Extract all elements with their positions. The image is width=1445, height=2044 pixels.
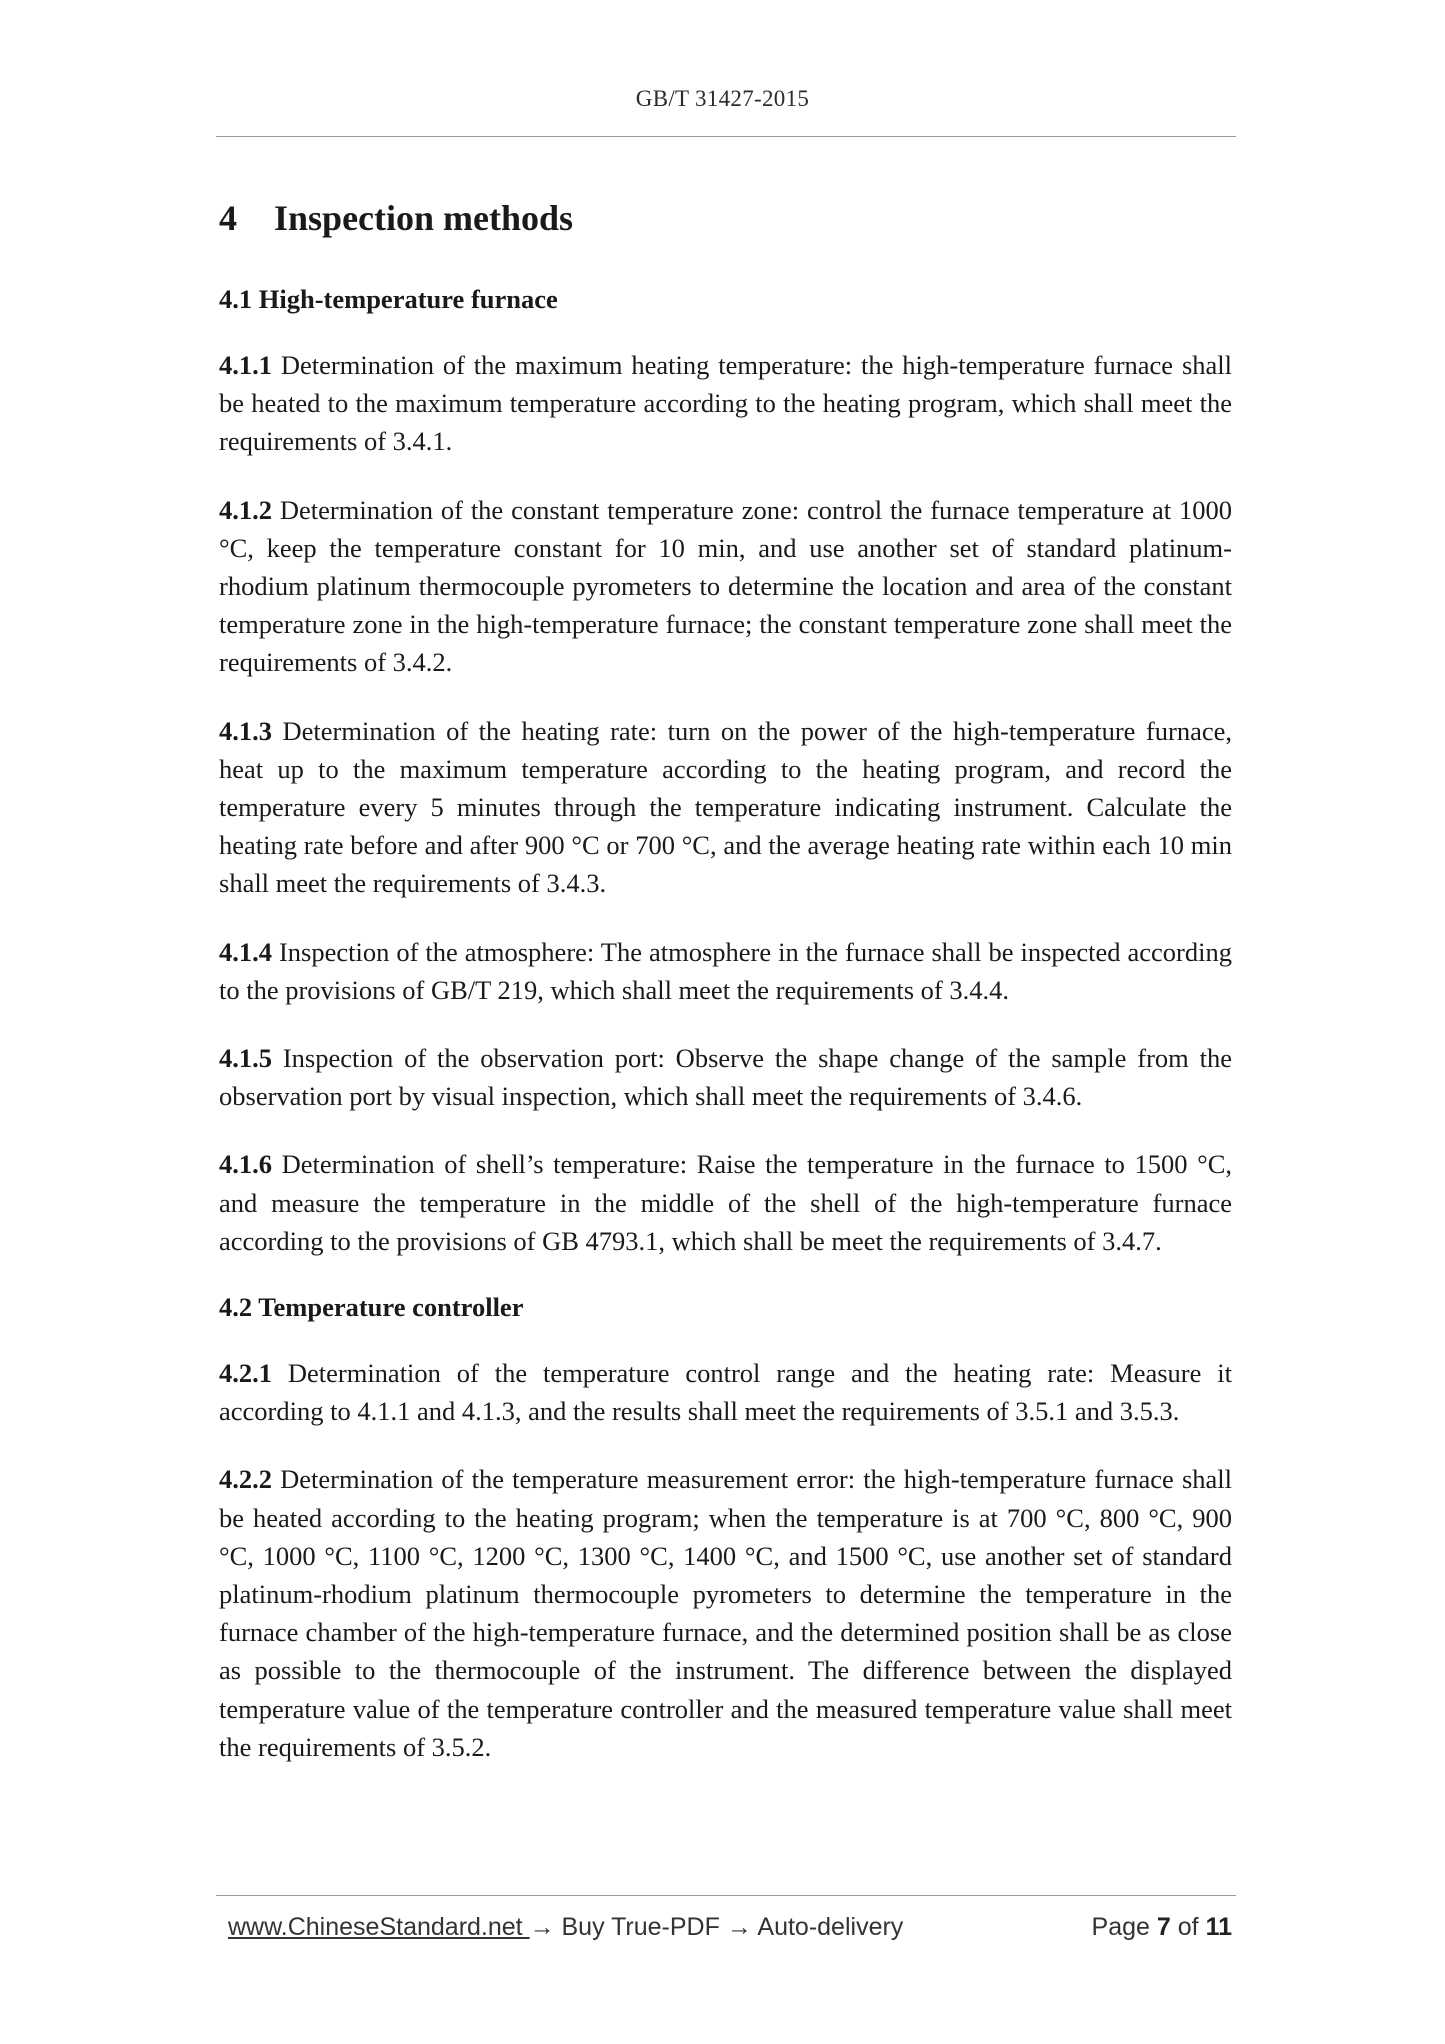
clause-text: Determination of the maximum heating temperature: the high-temperature furnace shall be heated to the maximum temperature according to the heating program, which shall meet the requirements of 3.4.1.	[219, 350, 1232, 457]
clause-text: Inspection of the observation port: Observe the shape change of the sample from the observation port by visual inspection, which shall meet the requirements of 3.4.6.	[219, 1043, 1232, 1112]
clause-4-1-5	[219, 1039, 1232, 1115]
page-indicator	[1092, 1913, 1232, 1942]
section-heading	[219, 196, 1232, 240]
subsection-heading-4-2: 4.2 Temperature controller	[219, 1292, 524, 1323]
page-of: of	[1177, 1913, 1199, 1941]
page-current: 7	[1156, 1913, 1171, 1941]
section-number: 4	[219, 198, 237, 238]
website-link[interactable]: www.ChineseStandard.net	[228, 1913, 530, 1941]
section-title: Inspection methods	[274, 198, 574, 238]
clause-4-1-6	[219, 1145, 1232, 1260]
clause-number: 4.2.2	[219, 1464, 272, 1495]
clause-text: Determination of the temperature control range and the heating rate: Measure it according to 4.1.1 and 4.1.3, and the results shall meet the requirements of 3.5.1 and 3.5.3.	[219, 1358, 1232, 1427]
clause-number: 4.1.5	[219, 1043, 272, 1074]
buy-text: Buy True-PDF	[554, 1913, 727, 1941]
subsection-heading-4-1: 4.1 High-temperature furnace	[219, 284, 558, 314]
clause-text: Determination of the constant temperature zone: control the furnace temperature at 1000 °C, keep the temperature constant for 10 min, and use another set of standard platinum-rhodium platinum thermocouple pyrometers to determine the location and area of the constant temperature zone in the high-temperature furnace; the constant temperature zone shall meet the requirements of 3.4.2.	[219, 494, 1232, 678]
clause-number: 4.2.1	[219, 1358, 272, 1389]
clause-4-1-3	[219, 712, 1232, 903]
footer-divider	[216, 1895, 1236, 1896]
delivery-text: Auto-delivery	[751, 1913, 904, 1941]
clause-4-1-2	[219, 491, 1232, 682]
clause-text: Determination of the heating rate: turn on the power of the high-temperature furnace, heat up to the maximum temperature according to the heating program, and record the temperature every 5 minutes through the temperature indicating instrument. Calculate the heating rate before and after 900 °C or 700 °C, and the average heating rate within each 10 min shall meet the requirements of 3.4.3.	[219, 715, 1232, 899]
arrow-right-icon: →	[529, 1913, 555, 1941]
clause-4-2-1	[219, 1354, 1232, 1430]
clause-number: 4.1.4	[219, 936, 272, 967]
clause-text: Inspection of the atmosphere: The atmosphere in the furnace shall be inspected according to the provisions of GB/T 219, which shall meet the requirements of 3.4.4.	[219, 936, 1232, 1005]
clause-4-2-2	[219, 1460, 1232, 1766]
clause-4-1-4	[219, 933, 1232, 1009]
clause-number: 4.1.2	[219, 494, 272, 525]
footer-promo	[228, 1913, 903, 1942]
page-total: 11	[1205, 1913, 1232, 1941]
clause-number: 4.1.3	[219, 715, 272, 746]
page-content	[219, 196, 1232, 1796]
clause-number: 4.1.6	[219, 1149, 272, 1180]
page-footer	[228, 1913, 1232, 1949]
clause-text: Determination of shell’s temperature: Raise the temperature in the furnace to 1500 °C, and measure the temperature in the middle of the shell of the high-temperature furnace according to the provisions of GB 4793.1, which shall be meet the requirements of 3.4.7.	[219, 1149, 1232, 1256]
running-header: GB/T 31427-2015	[635, 86, 810, 111]
arrow-right-icon: →	[726, 1913, 752, 1941]
header-divider	[216, 136, 1236, 137]
page-label: Page	[1091, 1913, 1150, 1941]
clause-4-1-1	[219, 346, 1232, 461]
clause-number: 4.1.1	[219, 350, 272, 380]
clause-text: Determination of the temperature measurement error: the high-temperature furnace shall be heated according to the heating program; when the temperature is at 700 °C, 800 °C, 900 °C, 1000 °C, 1100 °C, 1200 °C, 1300 °C, 1400 °C, and 1500 °C, use another set of standard platinum-rhodium platinum thermocouple pyrometers to determine the temperature in the furnace chamber of the high-temperature furnace, and the determined position shall be as close as possible to the thermocouple of the instrument. The difference between the displayed temperature value of the temperature controller and the measured temperature value shall meet the requirements of 3.5.2.	[219, 1464, 1232, 1762]
